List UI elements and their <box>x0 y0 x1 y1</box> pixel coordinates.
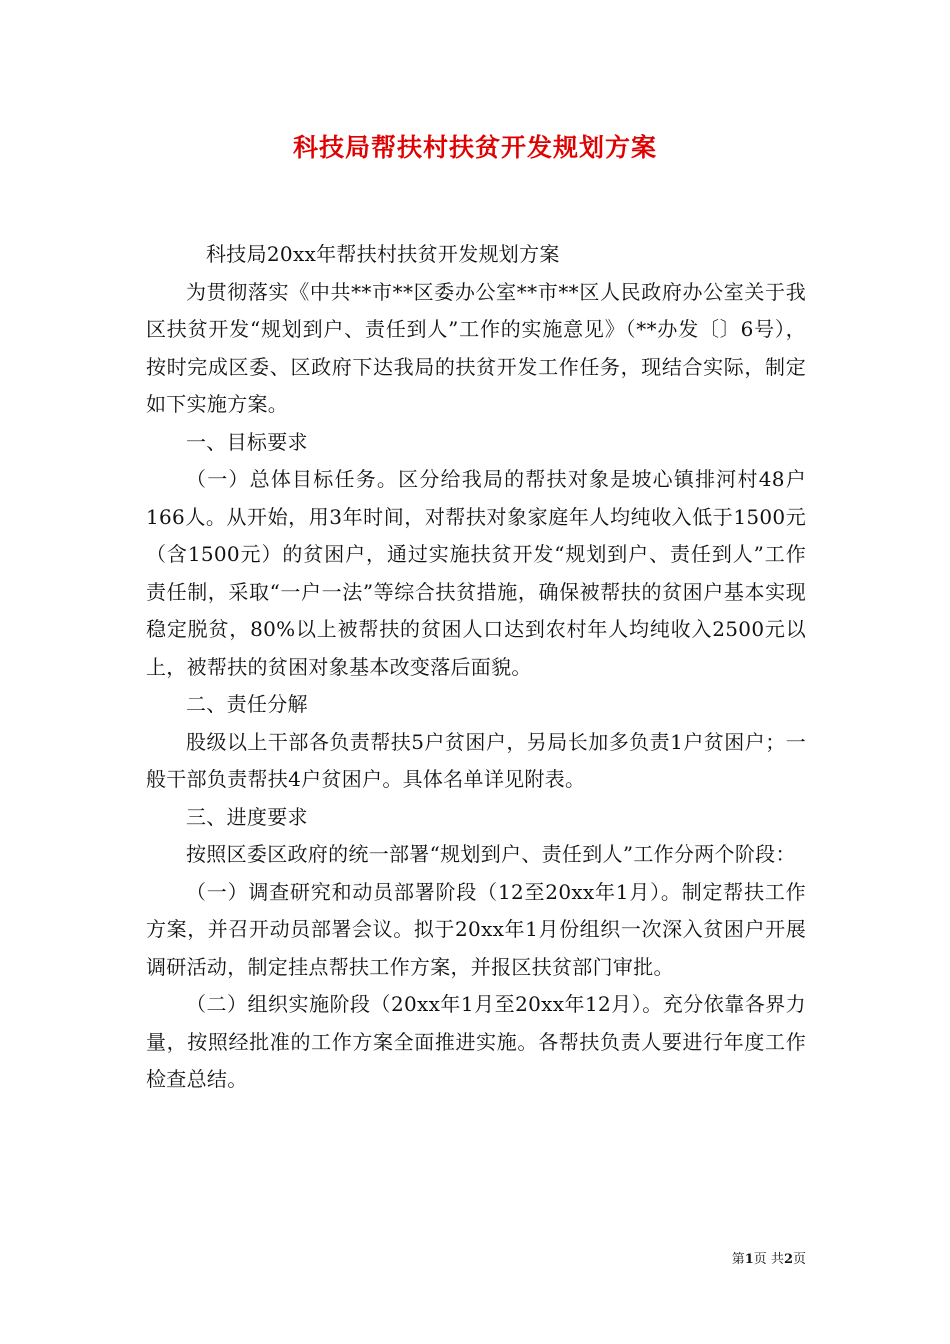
paragraph-responsibility: 股级以上干部各负责帮扶5户贫困户，另局长加多负责1户贫困户；一般干部负责帮扶4户贫困户。具体名单详见附表。 <box>146 729 806 791</box>
total-page-number: 2 <box>783 1252 793 1267</box>
paragraph-stage-one: （一）调查研究和动员部署阶段（12至20xx年1月）。制定帮扶工作方案，并召开动员部署会议。拟于20xx年1月份组织一次深入贫困户开展调研活动，制定挂点帮扶工作方案，并报区扶贫部门审批。 <box>146 879 806 979</box>
heading-responsibility: 二、责任分解 <box>186 692 308 716</box>
paragraph-progress: 按照区委区政府的统一部署“规划到户、责任到人”工作分两个阶段： <box>186 842 796 866</box>
page-number-footer <box>732 1248 806 1267</box>
paragraph-stage-two: （二）组织实施阶段（20xx年1月至20xx年12月）。充分依靠各界力量，按照经批准的工作方案全面推进实施。各帮扶负责人要进行年度工作检查总结。 <box>146 992 806 1091</box>
document-subtitle: 科技局20xx年帮扶村扶贫开发规划方案 <box>206 242 560 266</box>
heading-goals: 一、目标要求 <box>186 429 308 454</box>
heading-progress: 三、进度要求 <box>186 804 308 829</box>
footer-suffix: 页 <box>792 1252 806 1267</box>
document-title: 科技局帮扶村扶贫开发规划方案 <box>292 133 657 162</box>
paragraph-goal-tasks: （一）总体目标任务。区分给我局的帮扶对象是坡心镇排河村48户166人。从开始，用3年时间，对帮扶对象家庭年人均纯收入低于1500元（含1500元）的贫困户，通过实施扶贫开发“规划到户、责任到人”工作责任制，采取“一户一法”等综合扶贫措施，确保被帮扶的贫困户基本实现稳定脱贫，80%以上被帮扶的贫困人口达到农村年人均纯收入2500元以上，被帮扶的贫困对象基本改变落后面貌。 <box>146 467 806 679</box>
footer-middle: 页 共 <box>753 1252 784 1267</box>
current-page-number: 1 <box>744 1252 754 1267</box>
footer-prefix: 第 <box>731 1252 745 1267</box>
document-body <box>146 236 806 1099</box>
paragraph-intro: 为贯彻落实《中共**市**区委办公室**市**区人民政府办公室关于我区扶贫开发“规划到户、责任到人”工作的实施意见》（**办发〔〕6号），按时完成区委、区政府下达我局的扶贫开发工作任务，现结合实际，制定如下实施方案。 <box>146 279 806 416</box>
